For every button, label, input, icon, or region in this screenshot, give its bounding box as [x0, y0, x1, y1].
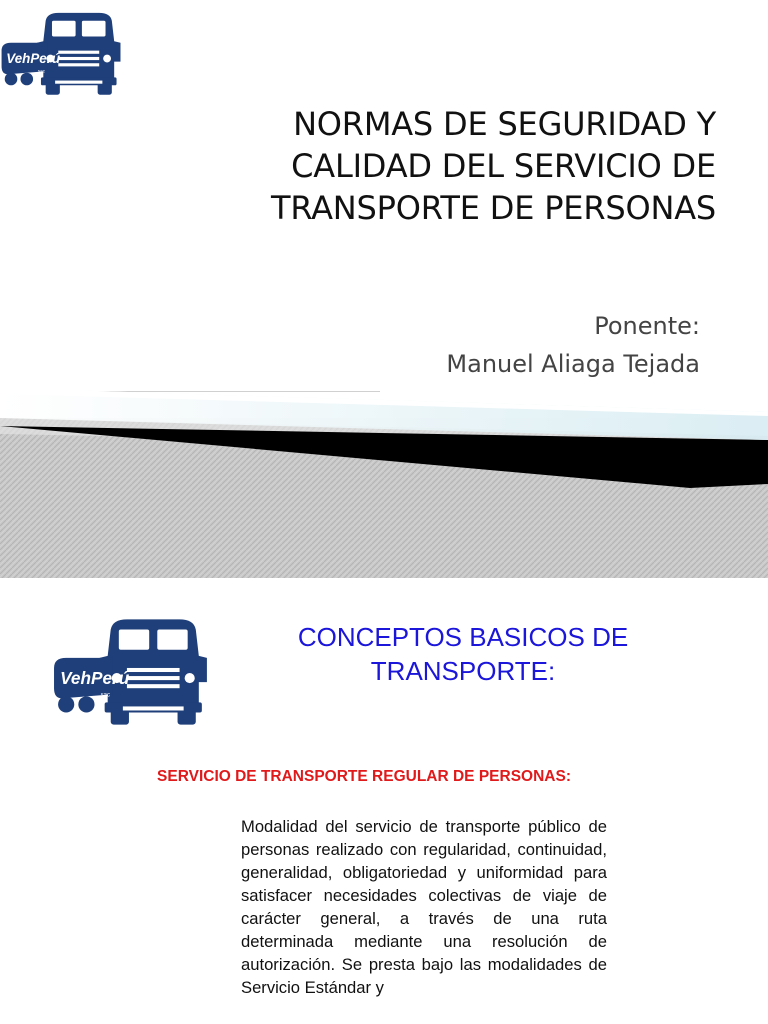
- presenter-name: Manuel Aliaga Tejada: [446, 350, 700, 378]
- truck-logo-icon: [0, 8, 126, 98]
- logo-text: VehPerú: [6, 51, 61, 67]
- logo-suffix: sac: [100, 692, 111, 699]
- section-title: CONCEPTOS BASICOS DE TRANSPORTE:: [297, 622, 629, 686]
- body-paragraph: Modalidad del servicio de transporte público de personas realizado con regularidad, continuidad, generalidad, obligatoriedad y uniformidad para satisfacer necesidades colectivas de viaje de carácter general, a través de una ruta determinada mediante una resolución de autorización. Se presta bajo las modalidades de Servicio Estándar y: [241, 817, 607, 997]
- content-slide: [0, 578, 768, 1024]
- presenter-label: Ponente:: [594, 312, 700, 340]
- slide-title: NORMAS DE SEGURIDAD Y CALIDAD DEL SERVICIO DE TRANSPORTE DE PERSONAS: [271, 105, 716, 227]
- sub-heading: SERVICIO DE TRANSPORTE REGULAR DE PERSONAS:: [157, 768, 571, 785]
- logo-suffix: sac: [37, 69, 46, 75]
- decorative-band: [0, 388, 768, 578]
- logo-text: VehPerú: [60, 668, 130, 689]
- truck-logo-icon: [52, 614, 214, 728]
